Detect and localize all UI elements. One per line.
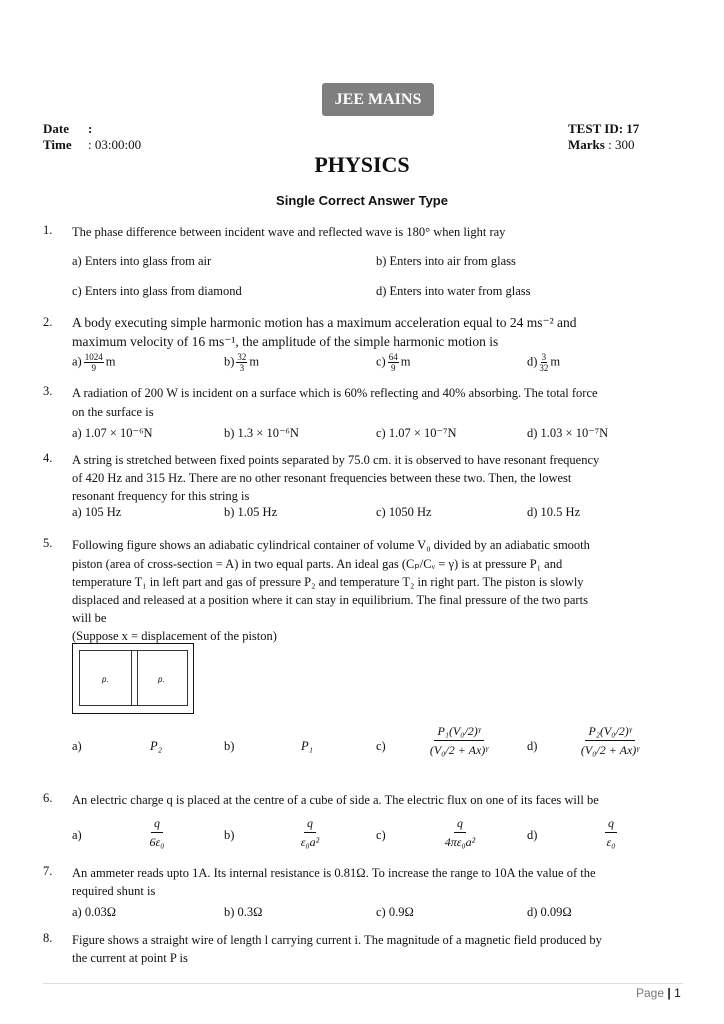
question-text-line: An ammeter reads upto 1A. Its internal resistance is 0.81Ω. To increase the range to 10A the value of the <box>72 866 596 880</box>
question-text: The phase difference between incident wave and reflected wave is 180° when light ray <box>72 225 506 239</box>
question-number: 3. <box>43 384 53 398</box>
question-text: An electric charge q is placed at the centre of a cube of side a. The electric flux on one of its faces will be <box>72 793 599 807</box>
page-footer: Page | 1 <box>636 986 681 1000</box>
option-d: d) 0.09Ω <box>527 905 572 919</box>
question-number: 4. <box>43 451 53 465</box>
question-text-line: the current at point P is <box>72 951 188 965</box>
option-a: a) $\frac{1024}{9}$ m <box>72 352 116 373</box>
date-label: Date <box>43 121 69 136</box>
option-c: c) $\frac{64}{9}$ m <box>376 352 411 373</box>
option-c: c) Enters into glass from diamond <box>72 284 242 298</box>
question-text-line: on the surface is <box>72 405 154 419</box>
option-d: d) 10.5 Hz <box>527 505 581 519</box>
marks-label: Marks <box>568 137 605 152</box>
chamber-label: p. <box>102 675 109 684</box>
option-a-fraction: $\frac{q}{\text{6ε₀}}$ <box>149 816 165 849</box>
option-b-label: b) <box>224 828 235 842</box>
option-d-label: d) <box>527 828 538 842</box>
question-text-line: will be <box>72 611 107 625</box>
option-c: c) 1050 Hz <box>376 505 432 519</box>
option-d-fraction: $\frac{q}{\text{ε₀}}$ <box>606 816 616 849</box>
test-id: TEST ID: 17 <box>568 121 640 136</box>
option-d: d) Enters into water from glass <box>376 284 531 298</box>
option-c: c) 0.9Ω <box>376 905 414 919</box>
container-figure <box>72 643 194 714</box>
option-d: d) 1.03 × 10⁻⁷N <box>527 426 609 440</box>
option-a: a) 105 Hz <box>72 505 122 519</box>
question-number: 1. <box>43 223 53 237</box>
question-text-line: displaced and released at a position where it can stay in equilibrium. The final pressure of the two parts <box>72 593 588 607</box>
option-a: a) 0.03Ω <box>72 905 117 919</box>
option-a: a) Enters into glass from air <box>72 254 212 268</box>
chamber-label: p. <box>158 675 165 684</box>
option-b-value: P₁ <box>301 739 313 753</box>
date-sep: : <box>88 121 93 136</box>
subject-title: PHYSICS <box>314 152 410 177</box>
question-number: 8. <box>43 931 53 945</box>
question-number: 2. <box>43 315 53 329</box>
option-a: a) 1.07 × 10⁻⁶N <box>72 426 153 440</box>
option-b: b) Enters into air from glass <box>376 254 516 268</box>
option-c-fraction: $\frac{q}{\text{4πε₀a²}}$ <box>444 816 476 849</box>
option-c-label: c) <box>376 828 386 842</box>
question-text-line: Following figure shows an adiabatic cylindrical container of volume V₀ divided by an adiabatic smooth <box>72 538 590 552</box>
option-d-label: d) <box>527 739 538 753</box>
question-text-line: Figure shows a straight wire of length l carrying current i. The magnitude of a magnetic field produced by <box>72 933 602 947</box>
question-text-line: A radiation of 200 W is incident on a surface which is 60% reflecting and 40% absorbing. The total force <box>72 386 598 400</box>
question-text-line: maximum velocity of 16 ms⁻¹, the amplitude of the simple harmonic motion is <box>72 334 499 349</box>
question-text-line: required shunt is <box>72 884 156 898</box>
question-text-line: (Suppose x = displacement of the piston) <box>72 629 277 643</box>
section-title: Single Correct Answer Type <box>276 193 448 208</box>
question-text-line: temperature T₁ in left part and gas of pressure P₂ and temperature T₂ in right part. The piston is slowly <box>72 575 584 589</box>
question-number: 6. <box>43 791 53 805</box>
option-b-fraction: $\frac{q}{\text{ε₀a²}}$ <box>300 816 320 849</box>
page-label: Page <box>636 986 665 1000</box>
option-a-label: a) <box>72 828 82 842</box>
option-a-value: P₂ <box>150 739 162 753</box>
option-b-label: b) <box>224 739 235 753</box>
question-text-line: A string is stretched between fixed points separated by 75.0 cm. it is observed to have resonant frequency <box>72 453 600 467</box>
question-text-line: piston (area of cross-section = A) in two equal parts. An ideal gas (Cₚ/Cᵥ = γ) is at pressure P₁ and <box>72 557 563 571</box>
marks-value: : 300 <box>608 137 635 152</box>
question-text-line: A body executing simple harmonic motion has a maximum acceleration equal to 24 ms⁻² and <box>72 315 577 330</box>
page-number: 1 <box>674 986 681 1000</box>
question-number: 5. <box>43 536 53 550</box>
question-text-line: of 420 Hz and 315 Hz. There are no other resonant frequencies between these two. Then, the lowest <box>72 471 572 485</box>
option-b: b) 1.3 × 10⁻⁶N <box>224 426 299 440</box>
option-c-fraction: $\frac{\text{P₁(V₀/2)ᵞ}}{\text{(V₀/2 + Ax)ᵞ}}$ <box>429 724 489 757</box>
option-c: c) 1.07 × 10⁻⁷N <box>376 426 457 440</box>
option-b: b) 1.05 Hz <box>224 505 278 519</box>
time-label: Time <box>43 137 72 152</box>
option-d: d) $\frac{3}{32}$ m <box>527 352 561 373</box>
question-number: 7. <box>43 864 53 878</box>
option-d-fraction: $\frac{\text{P₂(V₀/2)ᵞ}}{\text{(V₀/2 + Ax)ᵞ}}$ <box>580 724 640 757</box>
option-a-label: a) <box>72 739 82 753</box>
time-value: : 03:00:00 <box>88 137 142 152</box>
option-b: b) 0.3Ω <box>224 905 263 919</box>
footer-divider <box>43 983 683 984</box>
question-text-line: resonant frequency for this string is <box>72 489 250 503</box>
left-chamber <box>79 650 132 706</box>
exam-badge: JEE MAINS <box>322 83 434 116</box>
right-chamber <box>137 650 188 706</box>
option-c-label: c) <box>376 739 386 753</box>
option-b: b) $\frac{32}{3}$ m <box>224 352 260 373</box>
